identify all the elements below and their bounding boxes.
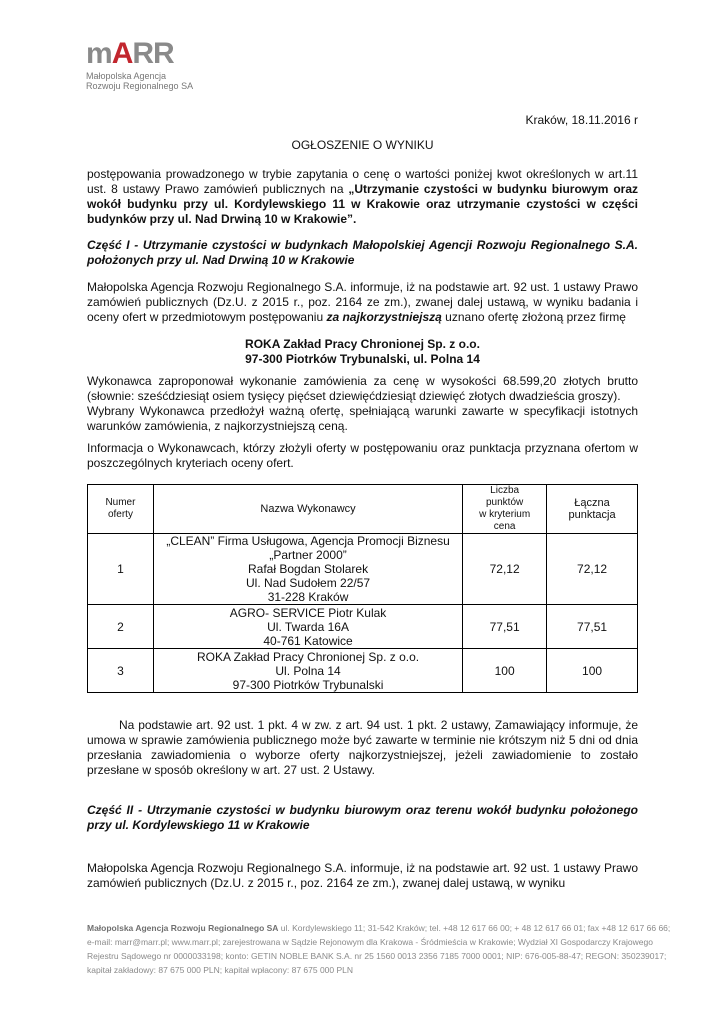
header-total-points	[547, 485, 638, 534]
header-price-points	[463, 485, 547, 534]
cell-total-points: 72,12	[547, 534, 638, 605]
intro-paragraph	[87, 167, 638, 227]
part1-text-b: uznano ofertę złożoną przez firmę	[441, 310, 626, 324]
part1-text-a: Małopolska Agencja Rozwoju Regionalnego S.A. informuje, iż na podstawie art. 92 ust. 1 ustawy Prawo zamówień publicznych (Dz.U. z 2015 r., poz. 2164 ze zm.), zwanej dalej ustawą, w wyniku badania i oceny ofert w przedmiotowym postępowaniu	[87, 280, 638, 324]
cell-price-points: 100	[463, 649, 547, 693]
footer-line-2: e-mail: marr@marr.pl; www.marr.pl; zarejestrowana w Sądzie Rejonowym dla Krakowa - Śródmieścia w Krakowie; Wydział XI Gospodarczy Krajowego	[87, 937, 653, 947]
text-line: 40-761 Katowice	[263, 633, 353, 648]
text-line: punktów	[486, 497, 524, 508]
part1-heading: Część I - Utrzymanie czystości w budynkach Małopolskiej Agencji Rozwoju Regionalnego S.A. położonych przy ul. Nad Drwiną 10 w Krakowie	[87, 238, 638, 267]
cell-offer-number: 3	[88, 649, 154, 693]
text-line: cena	[493, 521, 516, 532]
text-line: Liczba	[490, 485, 520, 496]
text-line: punktacja	[568, 509, 616, 521]
text-line: „CLEAN” Firma Usługowa, Agencja Promocji Biznesu	[166, 534, 450, 548]
cell-contractor-name	[153, 605, 462, 649]
text-line: ROKA Zakład Pracy Chronionej Sp. z o.o.	[196, 649, 420, 664]
intro-subject: „Utrzymanie czystości w budynku biurowym oraz wokół budynku przy ul. Kordylewskiego 11 w Krakowie oraz utrzymanie czystości w części budynków przy ul. Nad Drwiną 10 w Krakowie”.	[87, 182, 638, 226]
page-footer	[87, 921, 671, 977]
cell-offer-number: 1	[88, 534, 154, 605]
part1-emphasis: za najkorzystniejszą	[326, 310, 442, 324]
text-line: AGRO- SERVICE Piotr Kulak	[229, 605, 387, 620]
footer-line-1	[87, 921, 671, 935]
part2-paragraph: Małopolska Agencja Rozwoju Regionalnego S.A. informuje, iż na podstawie art. 92 ust. 1 ustawy Prawo zamówień publicznych (Dz.U. z 2015 r., poz. 2164 ze zm.), zwanej dalej ustawą, w wyniku	[87, 861, 638, 890]
info-paragraph: Informacja o Wykonawcach, którzy złożyli oferty w postępowaniu oraz punktacja przyznana ofertom w poszczególnych kryteriach oceny ofert.	[87, 441, 638, 470]
cell-price-points: 72,12	[463, 534, 547, 605]
text-line: „Partner 2000”	[269, 548, 347, 562]
text-line: Łączna	[574, 497, 610, 509]
results-table	[87, 484, 638, 693]
part1-paragraph	[87, 280, 638, 325]
cell-price-points: 77,51	[463, 605, 547, 649]
document-date: Kraków, 18.11.2016 r	[525, 113, 638, 127]
cell-contractor-name	[153, 534, 462, 605]
table-row	[88, 649, 638, 693]
cell-offer-number: 2	[88, 605, 154, 649]
text-line: oferty	[107, 509, 133, 520]
header-offer-number	[88, 485, 154, 534]
table-header-row	[88, 485, 638, 534]
marr-logo	[86, 37, 196, 91]
footer-line-4: kapitał zakładowy: 87 675 000 PLN; kapitał wpłacony: 87 675 000 PLN	[87, 965, 354, 975]
logo-wordmark: mARR	[86, 37, 174, 70]
validity-paragraph: Wybrany Wykonawca przedłożył ważną ofertę, spełniającą warunki zawarte w specyfikacji istotnych warunków zamówienia, z najkorzystniejszą ceną.	[87, 404, 638, 433]
logo-line-2: Rozwoju Regionalnego SA	[86, 81, 194, 91]
winner-name: ROKA Zakład Pracy Chronionej Sp. z o.o.	[245, 337, 480, 351]
logo-line-1: Małopolska Agencja	[86, 71, 167, 81]
text-line: Rafał Bogdan Stolarek	[248, 562, 369, 576]
text-line: 31-228 Kraków	[267, 590, 349, 604]
price-paragraph: Wykonawca zaproponował wykonanie zamówienia za cenę w wysokości 68.599,20 złotych brutto (słownie: sześćdziesiąt osiem tysięcy pięćset dziewięćdziesiąt dziewięć złotych dwadzieścia groszy).	[87, 374, 638, 403]
text-line: Numer	[105, 497, 136, 508]
cell-contractor-name	[153, 649, 462, 693]
text-line: Ul. Polna 14	[275, 663, 341, 678]
footer-company: Małopolska Agencja Rozwoju Regionalnego SA	[87, 923, 279, 933]
text-line: w kryterium	[479, 509, 531, 520]
footer-address: ul. Kordylewskiego 11; 31-542 Kraków; tel. +48 12 617 66 00; + 48 12 617 66 01; fax +48 12 617 66 66;	[278, 923, 671, 933]
intro-text: postępowania prowadzonego w trybie zapytania o cenę o wartości poniżej kwot określonych w art.11 ust. 8 ustawy Prawo zamówień publicznych na	[87, 167, 638, 196]
part2-heading: Część II - Utrzymanie czystości w budynku biurowym oraz terenu wokół budynku położonego przy ul. Kordylewskiego 11 w Krakowie	[87, 803, 638, 832]
text-line: Ul. Twarda 16A	[267, 619, 349, 634]
cell-total-points: 100	[547, 649, 638, 693]
cell-total-points: 77,51	[547, 605, 638, 649]
header-contractor-name: Nazwa Wykonawcy	[153, 485, 462, 534]
winner-address: 97-300 Piotrków Trybunalski, ul. Polna 14	[245, 352, 480, 366]
legal-basis-paragraph: Na podstawie art. 92 ust. 1 pkt. 4 w zw. z art. 94 ust. 1 pkt. 2 ustawy, Zamawiający informuje, że umowa w sprawie zamówienia publicznego może być zawarte w terminie nie krótszym niż 5 dni od dnia przesłania zawiadomienia o wyborze oferty najkorzystniejszej, jeżeli zawiadomienie to zostało przesłane w sposób określony w art. 27 ust. 2 Ustawy.	[87, 718, 638, 777]
text-line: 97-300 Piotrków Trybunalski	[232, 677, 384, 692]
text-line: Ul. Nad Sudołem 22/57	[246, 576, 371, 590]
table-row	[88, 534, 638, 605]
table-row	[88, 605, 638, 649]
footer-line-3: Rejestru Sądowego nr 0000033198; konto: GETIN NOBLE BANK S.A. nr 25 1560 0013 2356 7185 7000 0001; NIP: 676-005-88-47; REGON: 350239017;	[87, 951, 667, 961]
document-title: OGŁOSZENIE O WYNIKU	[291, 138, 434, 152]
